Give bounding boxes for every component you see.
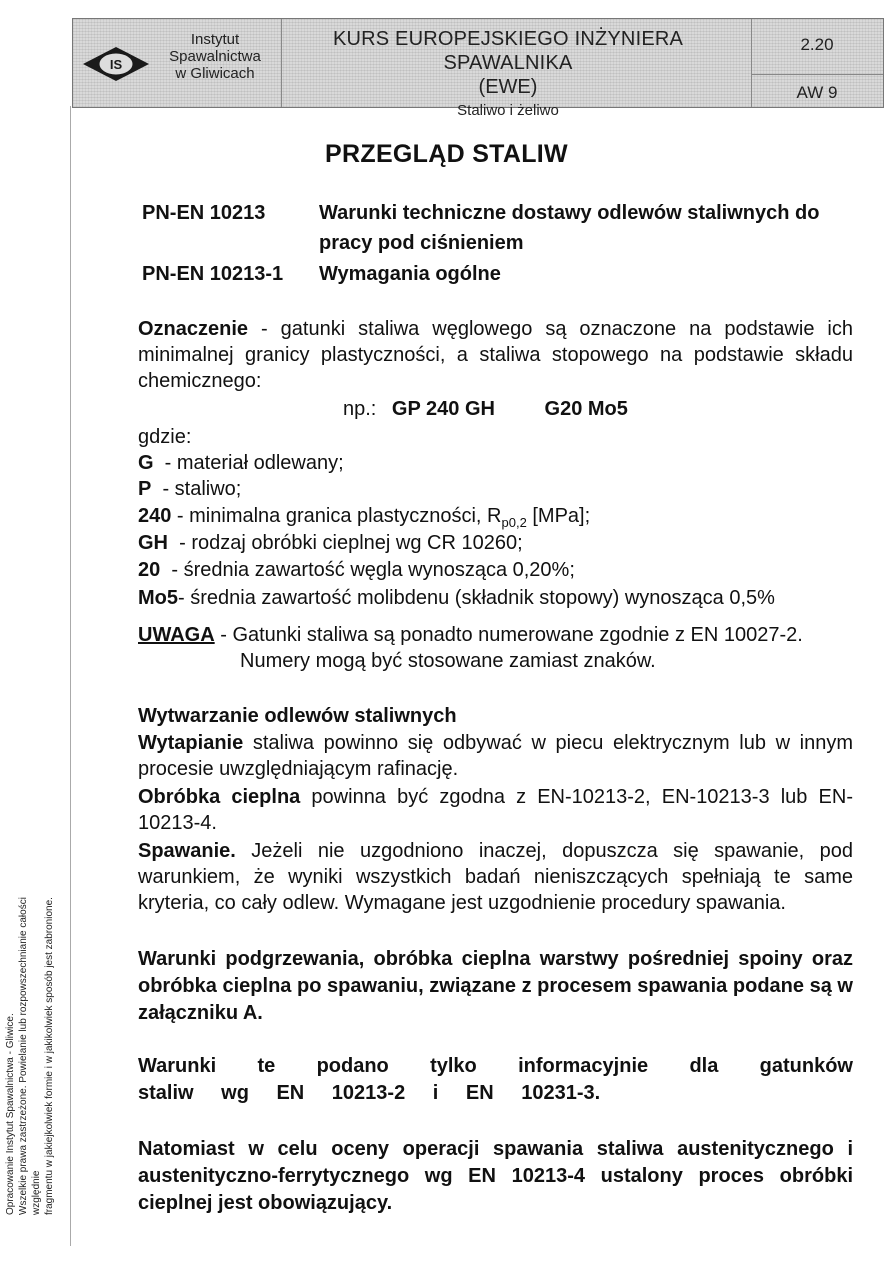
institute-name: Instytut Spawalnictwa w Gliwicach xyxy=(169,31,261,82)
margin-line xyxy=(70,106,71,1246)
melting-paragraph: Wytapianie staliwa powinno się odbywać w piecu elektrycznym lub w innym procesie uwzględniającym rafinację. xyxy=(138,732,853,780)
list-item: GH - rodzaj obróbki cieplnej wg CR 10260; xyxy=(138,532,523,554)
section-code: 2.20 xyxy=(800,35,834,54)
document-codes xyxy=(751,19,883,107)
subject: Staliwo i żeliwo xyxy=(457,102,559,119)
standard-code: PN-EN 10213-1 xyxy=(142,263,284,285)
sheet-code: AW 9 xyxy=(796,83,838,102)
note-line: UWAGA - Gatunki staliwa są ponadto numerowane zgodnie z EN 10027-2. xyxy=(138,624,803,646)
list-item: P - staliwo; xyxy=(138,478,242,500)
standard-description: Wymagania ogólne xyxy=(319,263,501,285)
document-header xyxy=(72,18,884,119)
copyright-note: Opracowanie Instytut Spawalnictwa - Gliwice. Wszelkie prawa zastrzeżone. Powielanie lub rozpowszechnianie całości względnie fragmentu w jakiejkolwiek formie i w jakikolwiek sposób jest zabronione. xyxy=(5,897,55,1215)
preheat-paragraph: Warunki podgrzewania, obróbka cieplna warstwy pośredniej spoiny oraz obróbka cieplna po spawaniu, związane z procesem spawania podane są w załączniku A. xyxy=(138,948,853,1024)
header-divider xyxy=(281,19,282,107)
logo-icon xyxy=(81,29,151,99)
list-item: G - materiał odlewany; xyxy=(138,452,344,474)
austenitic-paragraph: Natomiast w celu oceny operacji spawania staliwa austenitycznego i austenityczno-ferrytycznego wg EN 10213-4 ustalony proces obróbki cieplnej jest obowiązujący. xyxy=(138,1138,853,1214)
designation-example: np.: GP 240 GH G20 Mo5 xyxy=(343,398,628,420)
where-label: gdzie: xyxy=(138,426,192,448)
heat-treatment-paragraph: Obróbka cieplna powinna być zgodna z EN-10213-2, EN-10213-3 lub EN-10213-4. xyxy=(138,786,853,834)
standard-code: PN-EN 10213 xyxy=(142,202,266,224)
list-item: 240 - minimalna granica plastyczności, $R_{p0,2}$ [MPa]; xyxy=(138,505,591,530)
course-title: KURS EUROPEJSKIEGO INŻYNIERA SPAWALNIKA (EWE) Staliwo i żeliwo xyxy=(283,27,733,121)
standard-description: Warunki techniczne dostawy odlewów staliwnych do pracy pod ciśnieniem xyxy=(319,202,820,254)
list-item: Mo5- średnia zawartość molibdenu (składnik stopowy) wynosząca 0,5% xyxy=(138,587,775,609)
note-label: UWAGA xyxy=(138,624,215,646)
page-title: PRZEGLĄD STALIW xyxy=(325,140,568,168)
informative-paragraph: Warunki te podano tylko informacyjnie dla gatunków staliw wg EN 10213-2 i EN 10231-3. xyxy=(138,1055,853,1104)
list-item: 20 - średnia zawartość węgla wynosząca 0,20%; xyxy=(138,559,575,581)
welding-paragraph: Spawanie. Jeżeli nie uzgodniono inaczej, dopuszcza się spawanie, pod warunkiem, że wyniki wszystkich badań nieniszczących spełniają te same kryteria, co cały odlew. Wymagane jest uzgodnienie procedury spawania. xyxy=(138,840,853,914)
designation-paragraph: Oznaczenie - gatunki staliwa węglowego są oznaczone na podstawie ich minimalnej granicy plastyczności, a staliwa stopowego na podstawie składu chemicznego: xyxy=(138,318,853,392)
institute-logo xyxy=(81,29,151,99)
section-heading: Wytwarzanie odlewów staliwnych xyxy=(138,705,457,727)
svg-text:IS: IS xyxy=(109,57,123,72)
note-line: Numery mogą być stosowane zamiast znaków. xyxy=(240,650,656,672)
